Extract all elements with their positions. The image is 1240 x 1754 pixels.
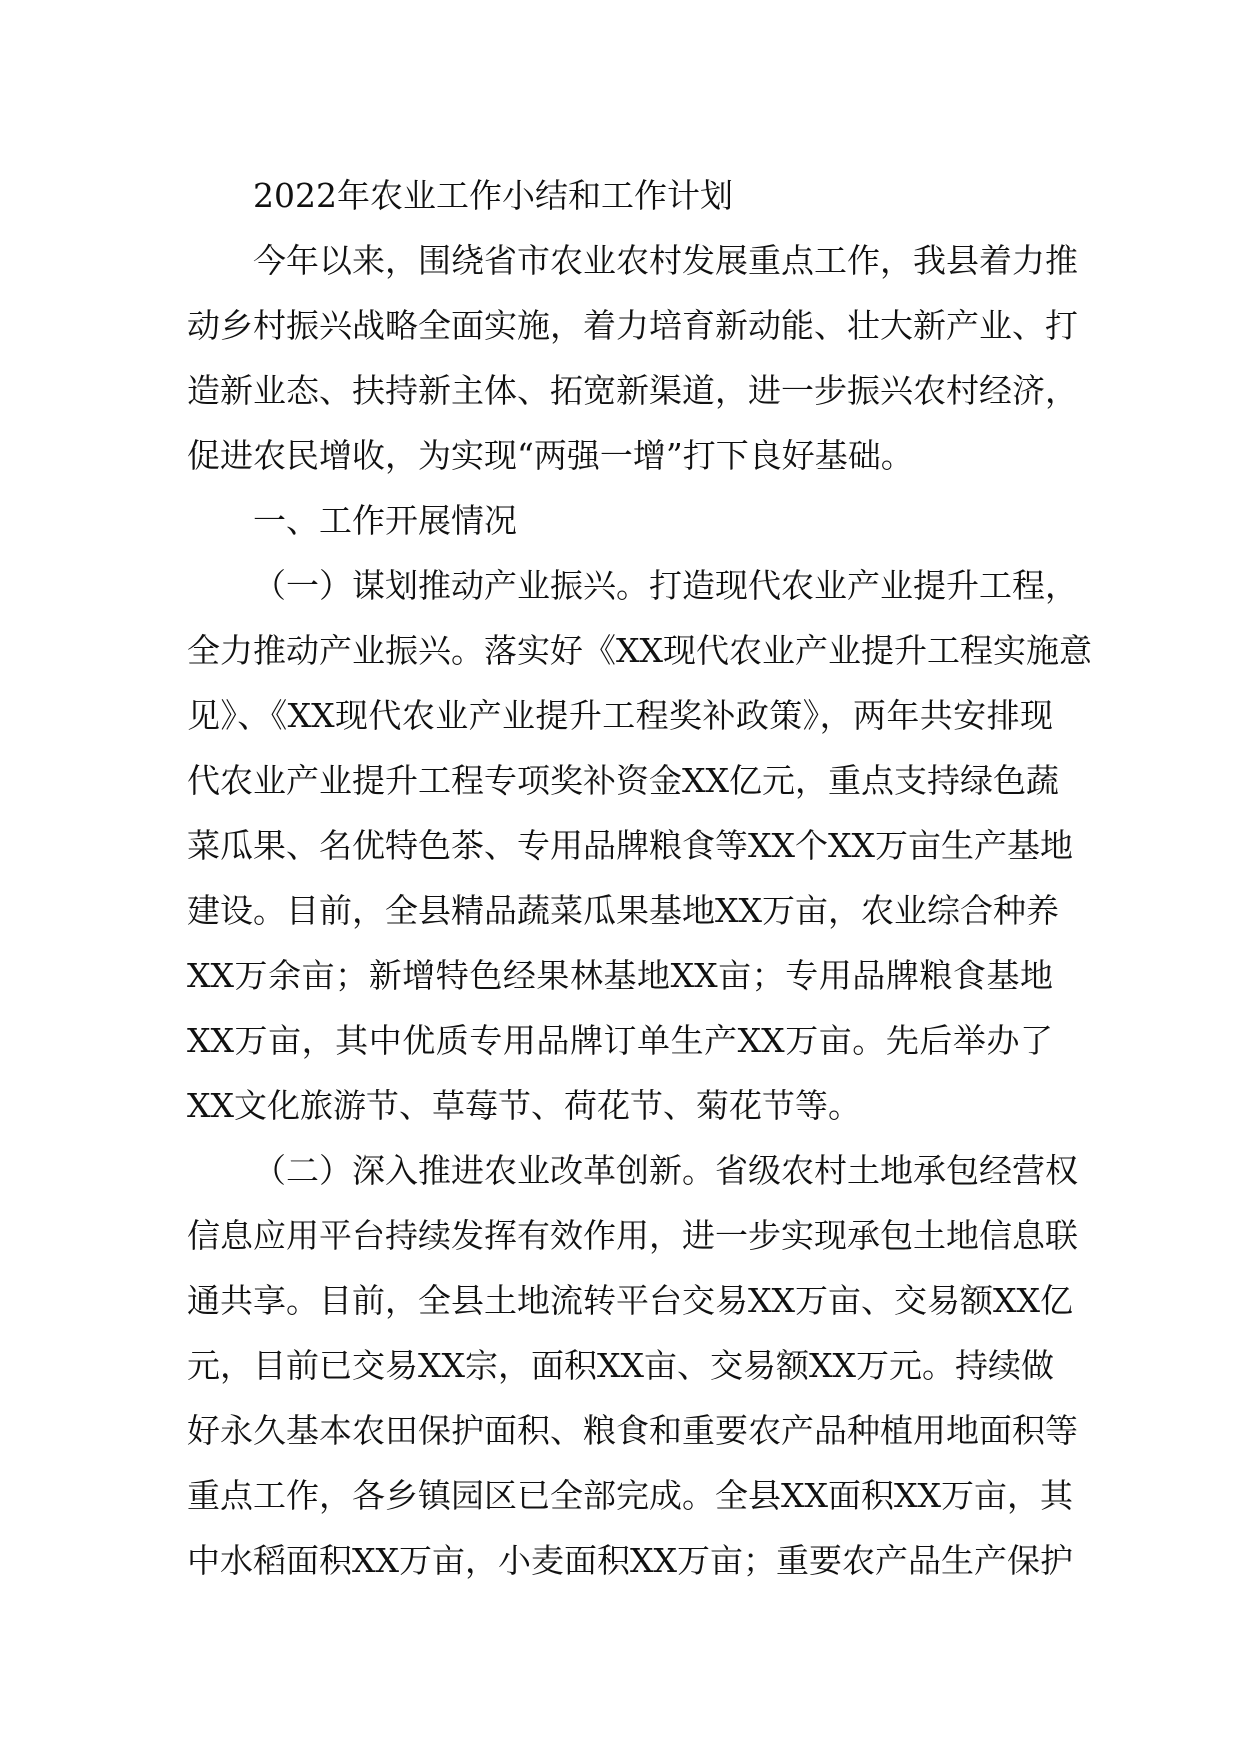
text-line: 信息应用平台持续发挥有效作用，进一步实现承包土地信息联 bbox=[187, 1216, 1078, 1255]
text-line: 促进农民增收，为实现“两强一增”打下良好基础。 bbox=[187, 436, 914, 475]
text-line: 元，目前已交易XX宗，面积XX亩、交易额XX万元。持续做 bbox=[187, 1346, 1054, 1385]
text-line: 中水稻面积XX万亩，小麦面积XX万亩；重要农产品生产保护 bbox=[187, 1541, 1073, 1580]
text-line: （一）谋划推动产业振兴。打造现代农业产业提升工程， bbox=[253, 566, 1078, 605]
text-line: 动乡村振兴战略全面实施，着力培育新动能、壮大新产业、打 bbox=[187, 306, 1078, 345]
text-line: 今年以来，围绕省市农业农村发展重点工作，我县着力推 bbox=[253, 241, 1078, 280]
paragraph-intro bbox=[187, 228, 1078, 488]
text-line: 建设。目前，全县精品蔬菜瓜果基地XX万亩，农业综合种养 bbox=[187, 891, 1059, 930]
text-line: （二）深入推进农业改革创新。省级农村土地承包经营权 bbox=[253, 1151, 1078, 1190]
text-line: 重点工作，各乡镇园区已全部完成。全县XX面积XX万亩，其 bbox=[187, 1476, 1073, 1515]
paragraph-industry-revitalization bbox=[187, 553, 1092, 1138]
text-line: XX万余亩；新增特色经果林基地XX亩；专用品牌粮食基地 bbox=[187, 956, 1053, 995]
section-heading-work-status bbox=[187, 488, 1053, 553]
text-line: 见》、《XX现代农业产业提升工程奖补政策》，两年共安排现 bbox=[187, 696, 1053, 735]
text-line: 好永久基本农田保护面积、粮食和重要农产品种植用地面积等 bbox=[187, 1411, 1078, 1450]
document-body bbox=[187, 163, 1092, 1593]
paragraph-reform-innovation bbox=[187, 1138, 1078, 1593]
document-title: 2022年农业工作小结和工作计划 bbox=[253, 176, 733, 215]
text-line: 菜瓜果、名优特色茶、专用品牌粮食等XX个XX万亩生产基地 bbox=[187, 826, 1073, 865]
text-line: XX万亩，其中优质专用品牌订单生产XX万亩。先后举办了 bbox=[187, 1021, 1053, 1060]
text-line: 全力推动产业振兴。落实好《XX现代农业产业提升工程实施意 bbox=[187, 631, 1092, 670]
text-line: 造新业态、扶持新主体、拓宽新渠道，进一步振兴农村经济， bbox=[187, 371, 1078, 410]
text-line: XX文化旅游节、草莓节、荷花节、菊花节等。 bbox=[187, 1086, 861, 1125]
text-line: 通共享。目前，全县土地流转平台交易XX万亩、交易额XX亿 bbox=[187, 1281, 1073, 1320]
text-line: 代农业产业提升工程专项奖补资金XX亿元，重点支持绿色蔬 bbox=[187, 761, 1059, 800]
section-heading: 一、工作开展情况 bbox=[253, 501, 517, 540]
